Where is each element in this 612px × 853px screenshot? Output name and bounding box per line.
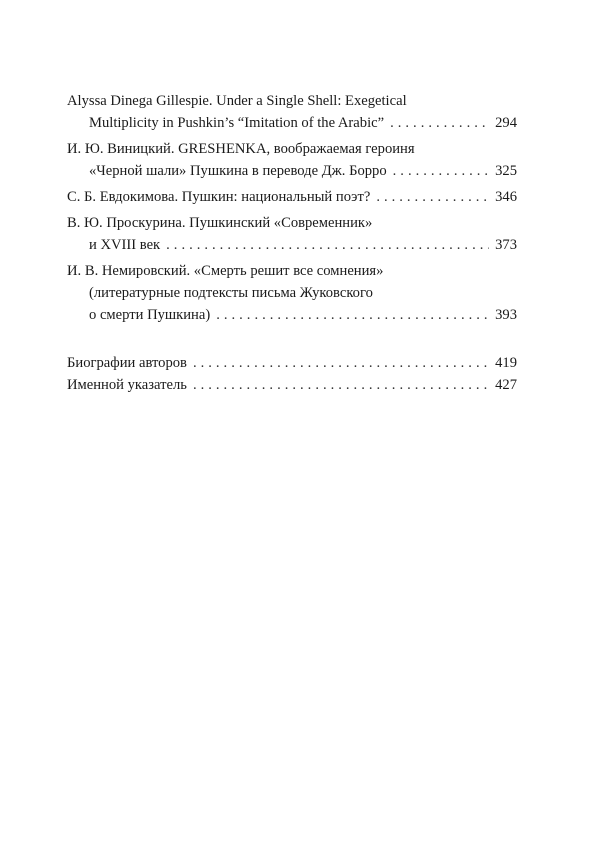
dot-leader: [393, 160, 489, 182]
entry-title-line: И. Ю. Виницкий. GRESHENKA, воображаемая героиня: [67, 141, 415, 157]
entry-title-line: Multiplicity in Pushkin’s “Imitation of the Arabic”: [89, 115, 385, 131]
page-number: 294: [495, 115, 517, 131]
toc-line: [67, 212, 517, 234]
entry-title-line: Биографии авторов: [67, 355, 187, 371]
entry-title-line: о смерти Пушкина): [89, 307, 211, 323]
toc-line: [67, 352, 517, 374]
page-number: 419: [495, 355, 517, 371]
toc-line: [67, 260, 517, 282]
table-of-contents: [67, 90, 517, 400]
dot-leader: [193, 374, 489, 396]
dot-leader: [216, 304, 489, 326]
page-number: 346: [495, 189, 517, 205]
entry-title-line: В. Ю. Проскурина. Пушкинский «Современник»: [67, 215, 373, 231]
toc-line: [67, 90, 517, 112]
entry-title-line: (литературные подтексты письма Жуковского: [89, 285, 373, 301]
dot-leader: [193, 352, 489, 374]
entry-title-line: Alyssa Dinega Gillespie. Under a Single Shell: Exegetical: [67, 93, 407, 109]
toc-line: [67, 234, 517, 256]
toc-line: [67, 160, 517, 182]
entry-title-line: Именной указатель: [67, 377, 187, 393]
entry-title-line: «Черной шали» Пушкина в переводе Дж. Борро: [89, 163, 387, 179]
toc-line: [67, 282, 517, 304]
page-number: 325: [495, 163, 517, 179]
entry-title-line: и XVIII век: [89, 237, 161, 253]
toc-entry-vinitsky: [67, 138, 517, 182]
toc-entry-evdokimova: [67, 186, 517, 208]
toc-entry-proskurina: [67, 212, 517, 256]
toc-line: [67, 112, 517, 134]
toc-entry-author-bios: [67, 352, 517, 374]
page-number: 393: [495, 307, 517, 323]
toc-line: [67, 304, 517, 326]
page-number: 427: [495, 377, 517, 393]
toc-line: [67, 374, 517, 396]
dot-leader: [390, 112, 489, 134]
toc-entry-name-index: [67, 374, 517, 396]
toc-entry-nemirovsky: [67, 260, 517, 326]
entry-title-line: С. Б. Евдокимова. Пушкин: национальный поэт?: [67, 189, 371, 205]
toc-line: [67, 138, 517, 160]
toc-entry-gillespie: [67, 90, 517, 134]
dot-leader: [166, 234, 489, 256]
dot-leader: [376, 186, 489, 208]
section-spacer: [67, 330, 517, 352]
toc-line: [67, 186, 517, 208]
page-number: 373: [495, 237, 517, 253]
entry-title-line: И. В. Немировский. «Смерть решит все сомнения»: [67, 263, 384, 279]
